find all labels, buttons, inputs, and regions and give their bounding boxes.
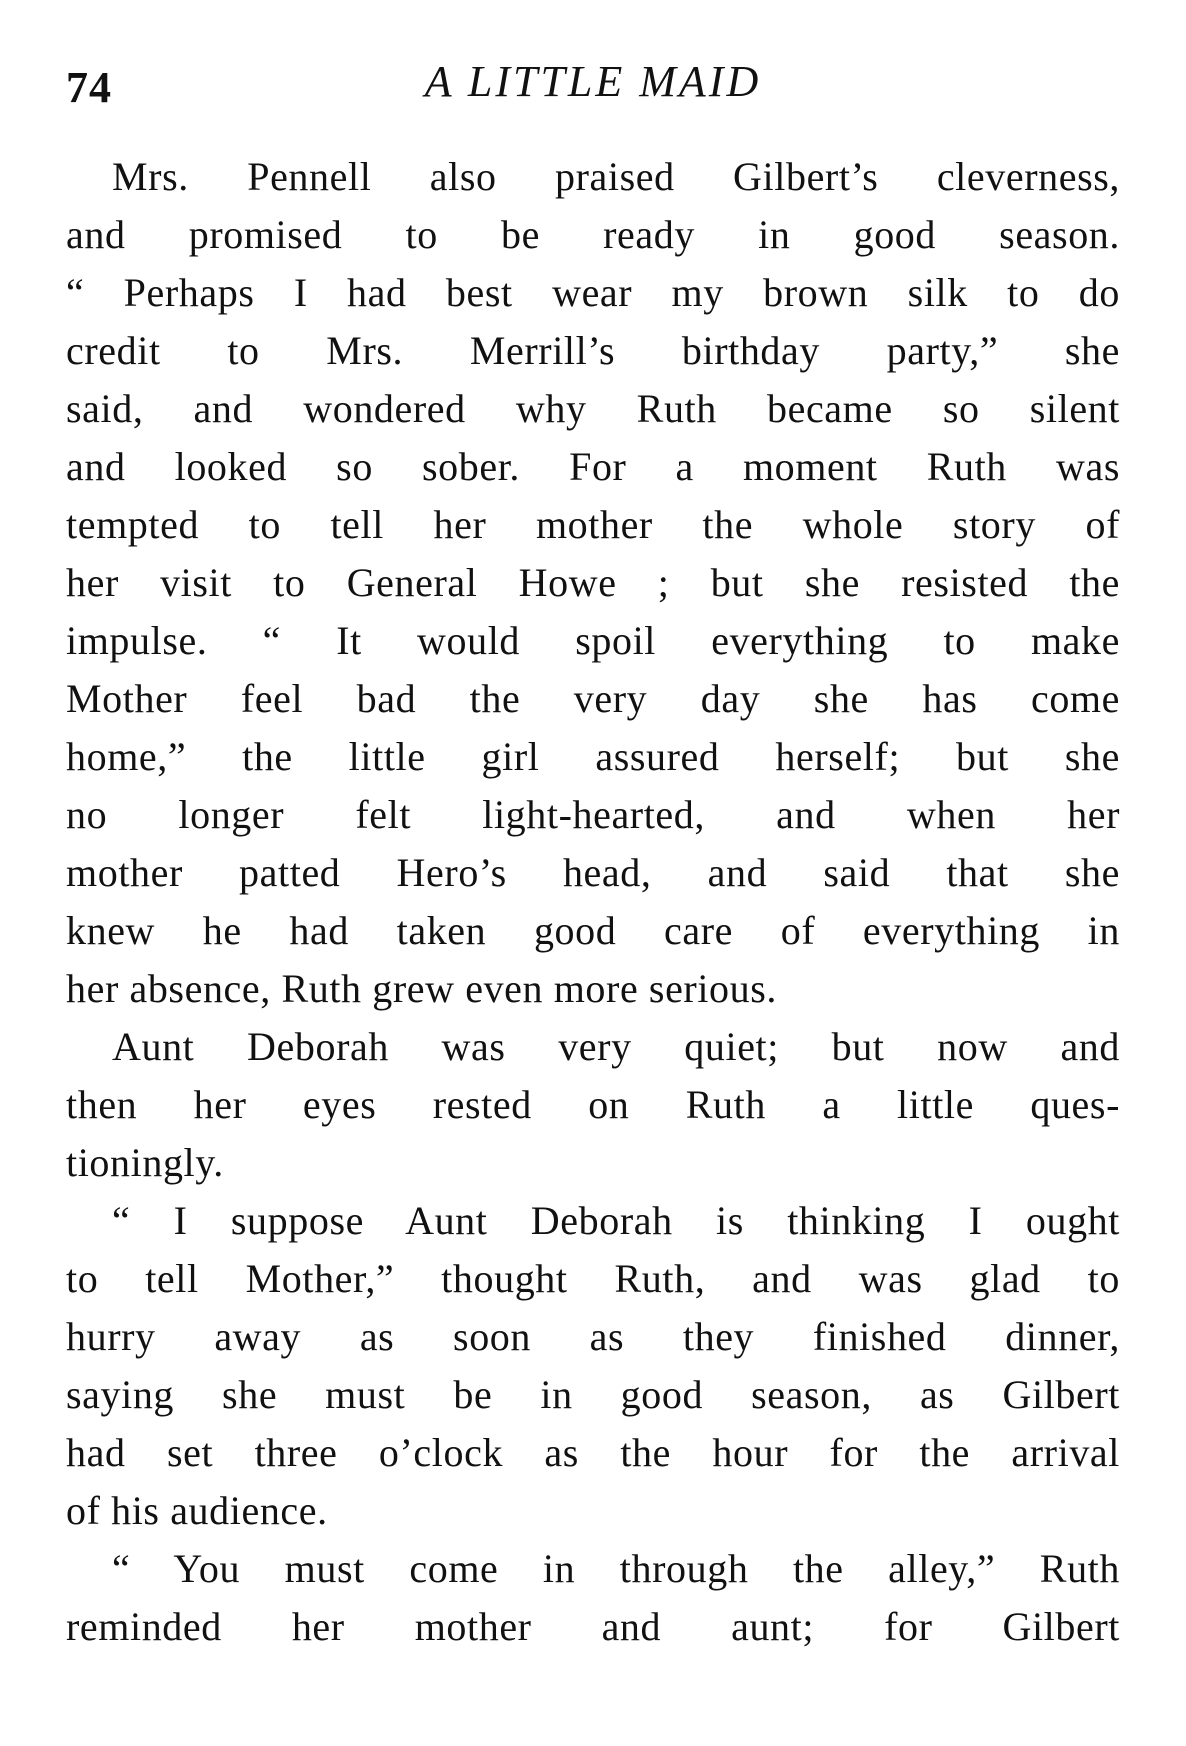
running-head	[66, 56, 1120, 128]
text-line: impulse. “ It would spoil everything to make	[66, 618, 1120, 663]
text-line: and looked so sober. For a moment Ruth was	[66, 444, 1120, 489]
running-title: A LITTLE MAID	[424, 57, 762, 106]
text-line: of his audience.	[66, 1488, 328, 1533]
text-line: said, and wondered why Ruth became so silent	[66, 386, 1120, 431]
text-line: hurry away as soon as they finished dinner,	[66, 1314, 1120, 1359]
paragraph	[66, 1018, 1120, 1192]
text-line: reminded her mother and aunt; for Gilbert	[66, 1604, 1120, 1649]
text-line: Aunt Deborah was very quiet; but now and	[112, 1024, 1120, 1069]
text-line: “ Perhaps I had best wear my brown silk to do	[66, 270, 1120, 315]
text-line: Mrs. Pennell also praised Gilbert’s cleverness,	[112, 154, 1120, 199]
text-line: saying she must be in good season, as Gilbert	[66, 1372, 1120, 1417]
body-text	[66, 148, 1120, 1656]
text-line: no longer felt light-hearted, and when her	[66, 792, 1120, 837]
text-line: knew he had taken good care of everything in	[66, 908, 1120, 953]
text-line: her absence, Ruth grew even more serious.	[66, 966, 778, 1011]
text-line: to tell Mother,” thought Ruth, and was glad to	[66, 1256, 1120, 1301]
text-line: tempted to tell her mother the whole story of	[66, 502, 1120, 547]
text-line: had set three o’clock as the hour for the arrival	[66, 1430, 1120, 1475]
paragraph	[66, 148, 1120, 1018]
text-line: credit to Mrs. Merrill’s birthday party,” she	[66, 328, 1120, 373]
text-line: and promised to be ready in good season.	[66, 212, 1120, 257]
text-line: her visit to General Howe ; but she resisted the	[66, 560, 1120, 605]
text-line: tioningly.	[66, 1140, 224, 1185]
text-line: “ I suppose Aunt Deborah is thinking I ought	[112, 1198, 1120, 1243]
paragraph	[66, 1192, 1120, 1540]
text-line: mother patted Hero’s head, and said that she	[66, 850, 1120, 895]
text-line: home,” the little girl assured herself; but she	[66, 734, 1120, 779]
page-number: 74	[66, 63, 112, 112]
book-page	[66, 56, 1120, 1696]
paragraph	[66, 1540, 1120, 1656]
text-line: Mother feel bad the very day she has come	[66, 676, 1120, 721]
text-line: then her eyes rested on Ruth a little ques-	[66, 1082, 1120, 1127]
text-line: “ You must come in through the alley,” Ruth	[112, 1546, 1120, 1591]
